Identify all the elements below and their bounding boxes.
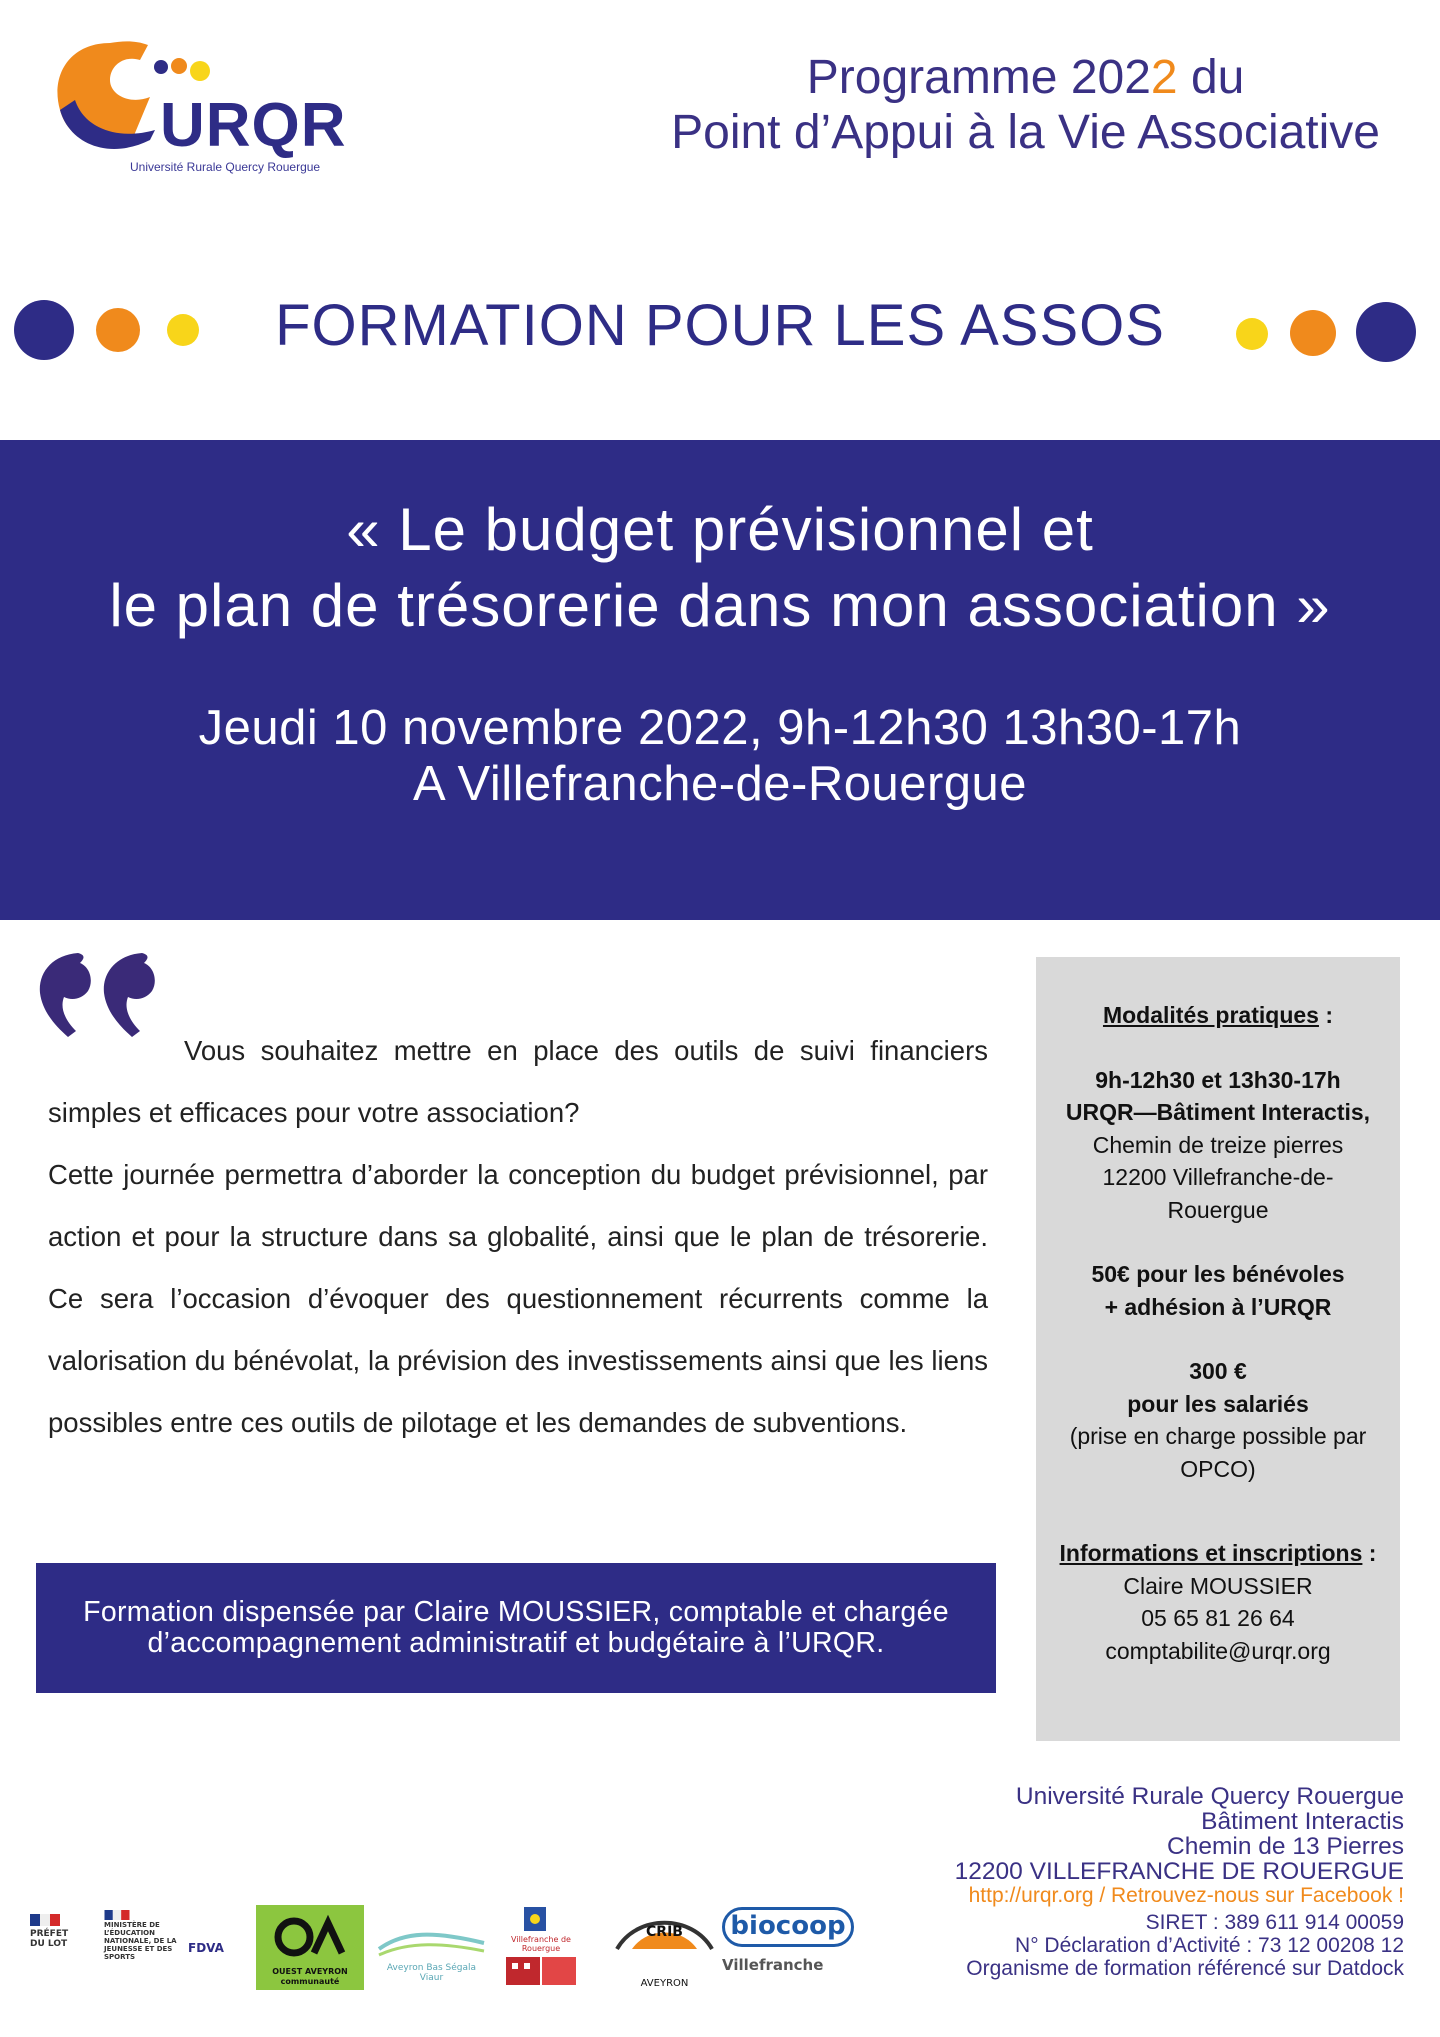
ouest-aveyron-text: OUEST AVEYRON communauté	[272, 1967, 348, 1986]
footer-address	[955, 1784, 1404, 1980]
practical-hours: 9h-12h30 et 13h30-17h	[1095, 1066, 1341, 1093]
event-title	[0, 492, 1440, 644]
biocoop-text: biocoop	[730, 1911, 846, 1941]
fdva-logo	[188, 1943, 238, 1983]
event-title-line1: « Le budget prévisionnel et	[346, 496, 1094, 563]
event-when-where	[0, 700, 1440, 812]
practical-street: Chemin de treize pierres	[1092, 1131, 1344, 1158]
footer-siret: SIRET : 389 611 914 00059	[1145, 1911, 1404, 1934]
footer-street: Chemin de 13 Pierres	[1167, 1833, 1404, 1860]
funding-line1: (prise en charge possible par	[1069, 1423, 1367, 1449]
trainer-line2: d’accompagnement administratif et budgétaire à l’URQR.	[147, 1627, 885, 1659]
prefet-logo	[30, 1913, 75, 1983]
program-year-highlight: 2	[1150, 51, 1178, 104]
event-banner	[0, 440, 1440, 920]
program-title-line2: Point d’Appui à la Vie Associative	[671, 106, 1380, 160]
trainer-box	[36, 1563, 996, 1693]
footer-datadock: Organisme de formation référencé sur Datdock	[966, 1957, 1404, 1980]
info-heading: Informations et inscriptions	[1059, 1540, 1363, 1566]
event-title-line2: le plan de trésorerie dans mon association »	[109, 572, 1331, 639]
description-paragraph-1: Vous souhaitez mettre en place des outils de suivi financiers simples et efficaces pour votre association?	[48, 1035, 988, 1128]
fdva-text: FDVA	[188, 1941, 224, 1955]
practical-heading: Modalités pratiques	[1102, 1002, 1319, 1028]
footer-web-link[interactable]: http://urqr.org / Retrouvez-nous sur Facebook !	[968, 1884, 1404, 1907]
crib-text: CRIB	[646, 1924, 683, 1940]
employees-label: pour les salariés	[1127, 1390, 1309, 1417]
contact-email[interactable]: comptabilite@urqr.org	[1105, 1637, 1331, 1664]
crib-sub-text: AVEYRON	[640, 1978, 689, 1989]
footer-org: Université Rurale Quercy Rouergue	[1015, 1783, 1404, 1810]
ouest-aveyron-logo	[256, 1905, 364, 1990]
formation-heading: FORMATION POUR LES ASSOS	[275, 293, 1165, 358]
partner-logos	[30, 1905, 860, 1995]
trainer-line1: Formation dispensée par Claire MOUSSIER, comptable et chargée	[83, 1596, 949, 1628]
ministere-text: MINISTÈRE DE L’ÉDUCATION NATIONALE, DE LA JEUNESSE ET DES SPORTS	[104, 1921, 177, 1961]
villefranche-logo	[506, 1905, 576, 1993]
crib-logo	[612, 1909, 717, 1993]
bas-segala-logo	[374, 1921, 489, 1981]
event-date: Jeudi 10 novembre 2022, 9h-12h30 13h30-17h	[198, 701, 1242, 755]
practical-city-2: Rouergue	[1167, 1196, 1269, 1223]
biocoop-logo	[722, 1905, 857, 1991]
biocoop-sub-text: Villefranche	[722, 1956, 824, 1974]
membership: + adhésion à l’URQR	[1104, 1293, 1332, 1320]
dot-navy-right	[1356, 302, 1416, 362]
price-employees: 300 €	[1189, 1358, 1247, 1384]
prefet-text: PRÉFET DU LOT	[30, 1929, 69, 1949]
description-paragraph-2: Cette journée permettra d’aborder la conception du budget prévisionnel, par action et pour la structure dans sa globalité, ainsi que le plan de trésorerie. Ce sera l’occasion d’évoquer des questionnement récurrents comme la valorisation du bénévolat, la prévision des investissements ainsi que les liens possibles entre ces outils de pilotage et les demandes de subventions.	[48, 1159, 988, 1438]
ministere-logo	[104, 1907, 184, 1987]
contact-name: Claire MOUSSIER	[1123, 1572, 1313, 1599]
villefranche-text: Villefranche de Rouergue	[511, 1935, 571, 1953]
footer-declaration: N° Déclaration d’Activité : 73 12 00208 12	[1015, 1934, 1404, 1957]
contact-phone: 05 65 81 26 64	[1141, 1605, 1295, 1631]
price-volunteers: 50€ pour les bénévoles	[1091, 1261, 1345, 1287]
footer-city: 12200 VILLEFRANCHE DE ROUERGUE	[954, 1858, 1404, 1885]
description	[48, 1020, 988, 1454]
bas-segala-text: Aveyron Bas Ségala Viaur	[386, 1963, 477, 1983]
logo-wordmark: URQR	[160, 91, 347, 160]
event-location: A Villefranche-de-Rouergue	[412, 757, 1028, 811]
logo-subtitle: Université Rurale Quercy Rouergue	[130, 160, 321, 174]
dot-orange-right	[1290, 310, 1336, 356]
funding-line2: OPCO)	[1180, 1455, 1256, 1482]
dot-yellow-right	[1236, 318, 1268, 350]
practical-city-1: 12200 Villefranche-de-	[1102, 1164, 1334, 1190]
program-title	[671, 50, 1380, 160]
practical-venue: URQR—Bâtiment Interactis,	[1065, 1099, 1371, 1125]
practical-info-box: Modalités pratiques : 9h-12h30 et 13h30-17h URQR—Bâtiment Interactis, Chemin de treize pierres 12200 Villefranche-de- Rouergue 50€ pour les bénévoles + adhésion à l’URQR 300 € pour les salariés (prise en charge possible par OPCO) Informations et inscriptions : Claire MOUSSIER 05 65 81 26 64 comptabilite@urqr.org	[1036, 957, 1400, 1741]
program-title-line1: Programme 2022 du	[806, 51, 1245, 104]
footer-building: Bâtiment Interactis	[1201, 1808, 1404, 1835]
